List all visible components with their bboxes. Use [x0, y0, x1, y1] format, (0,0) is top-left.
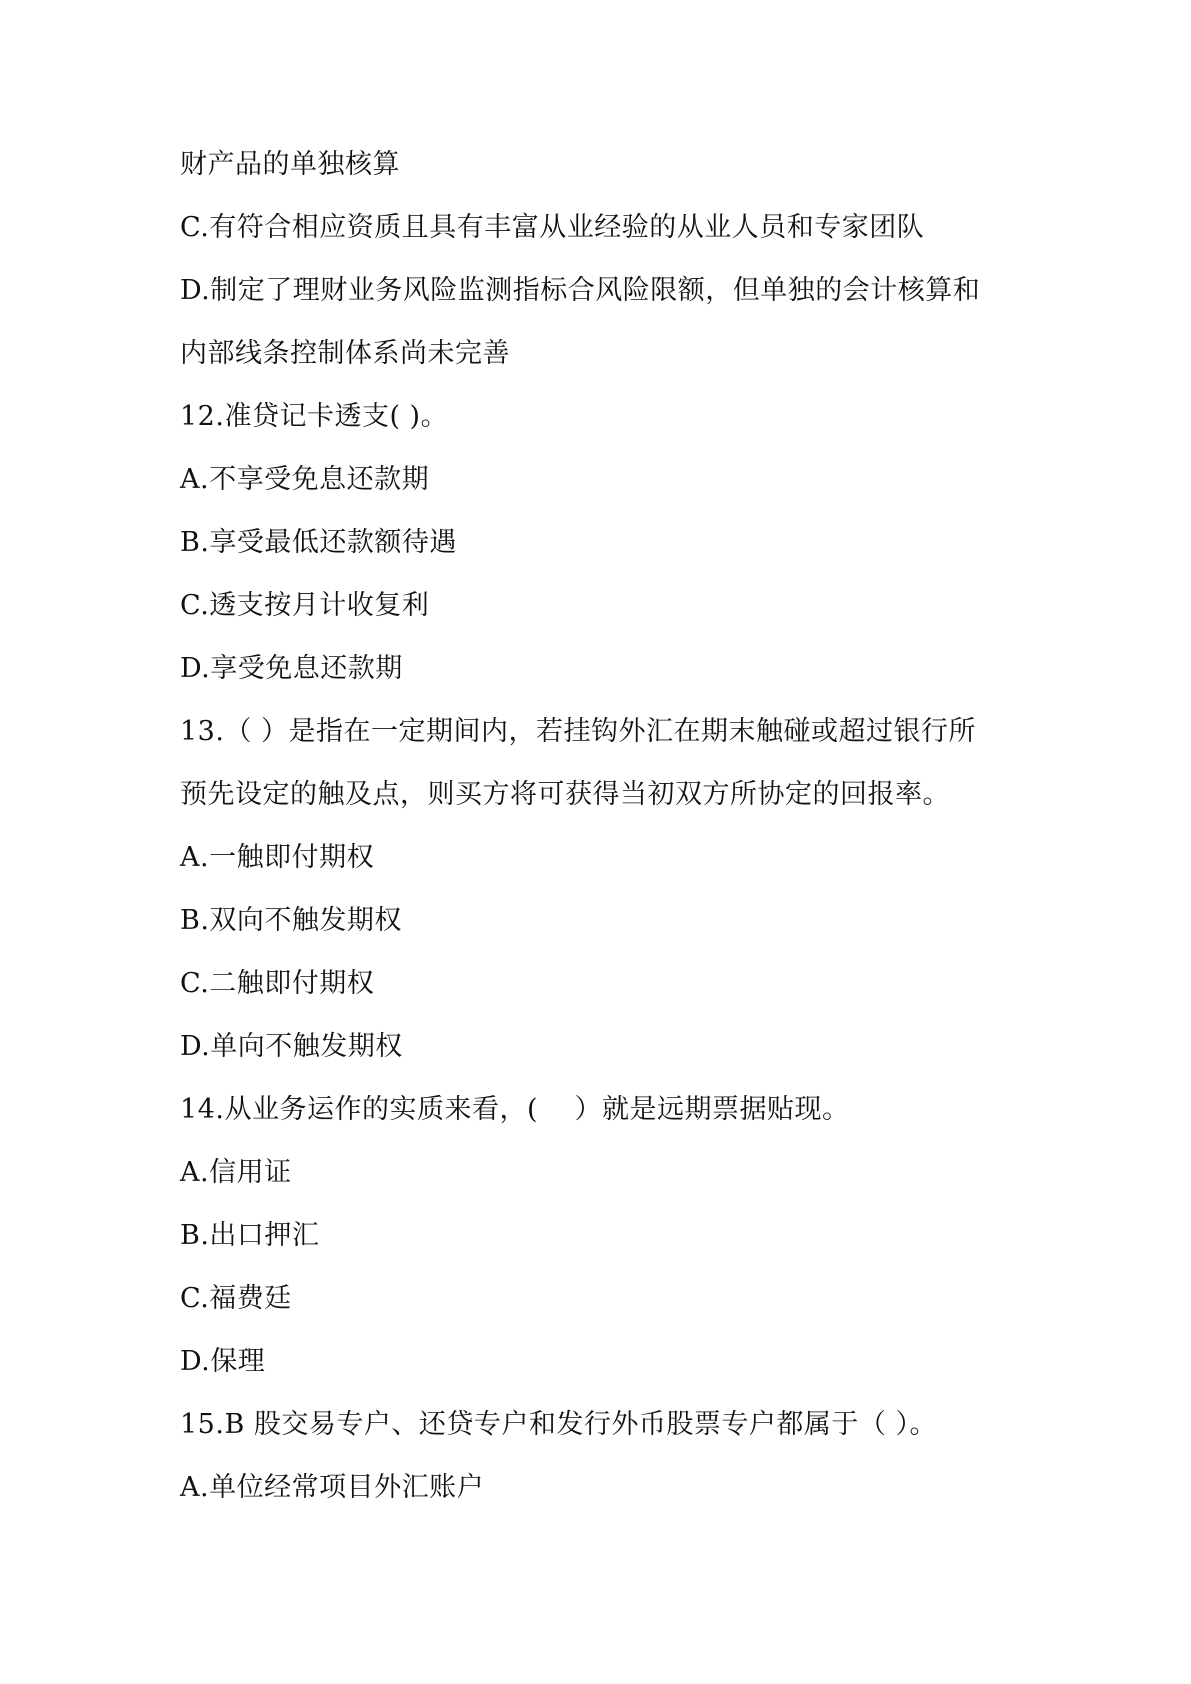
question-line: 15.B 股交易专户、还贷专户和发行外币股票专户都属于（ ）。 [180, 1409, 937, 1440]
question-line: 12.准贷记卡透支( )。 [180, 401, 449, 432]
option-line: D.保理 [180, 1346, 266, 1377]
option-line: A.不享受免息还款期 [180, 464, 430, 495]
option-line: C.福费廷 [180, 1283, 292, 1314]
option-line: B.双向不触发期权 [180, 905, 402, 936]
page-content [180, 150, 1020, 1536]
question-line: 13.（ ）是指在一定期间内，若挂钩外汇在期末触碰或超过银行所 [180, 716, 977, 747]
option-line: A.一触即付期权 [180, 842, 375, 873]
text-line: 预先设定的触及点，则买方将可获得当初双方所协定的回报率。 [180, 779, 950, 810]
option-line: A.信用证 [180, 1157, 292, 1188]
option-line: A.单位经常项目外汇账户 [180, 1472, 485, 1503]
option-line: B.出口押汇 [180, 1220, 320, 1251]
option-line: C.有符合相应资质且具有丰富从业经验的从业人员和专家团队 [180, 212, 925, 243]
text-line: 内部线条控制体系尚未完善 [180, 338, 510, 369]
text-line: 财产品的单独核算 [180, 149, 400, 180]
option-line: D.制定了理财业务风险监测指标合风险限额，但单独的会计核算和 [180, 275, 981, 306]
option-line: C.二触即付期权 [180, 968, 375, 999]
option-line: D.单向不触发期权 [180, 1031, 403, 1062]
option-line: B.享受最低还款额待遇 [180, 527, 457, 558]
option-line: C.透支按月计收复利 [180, 590, 430, 621]
question-line: 14.从业务运作的实质来看，( ）就是远期票据贴现。 [180, 1094, 850, 1125]
option-line: D.享受免息还款期 [180, 653, 403, 684]
